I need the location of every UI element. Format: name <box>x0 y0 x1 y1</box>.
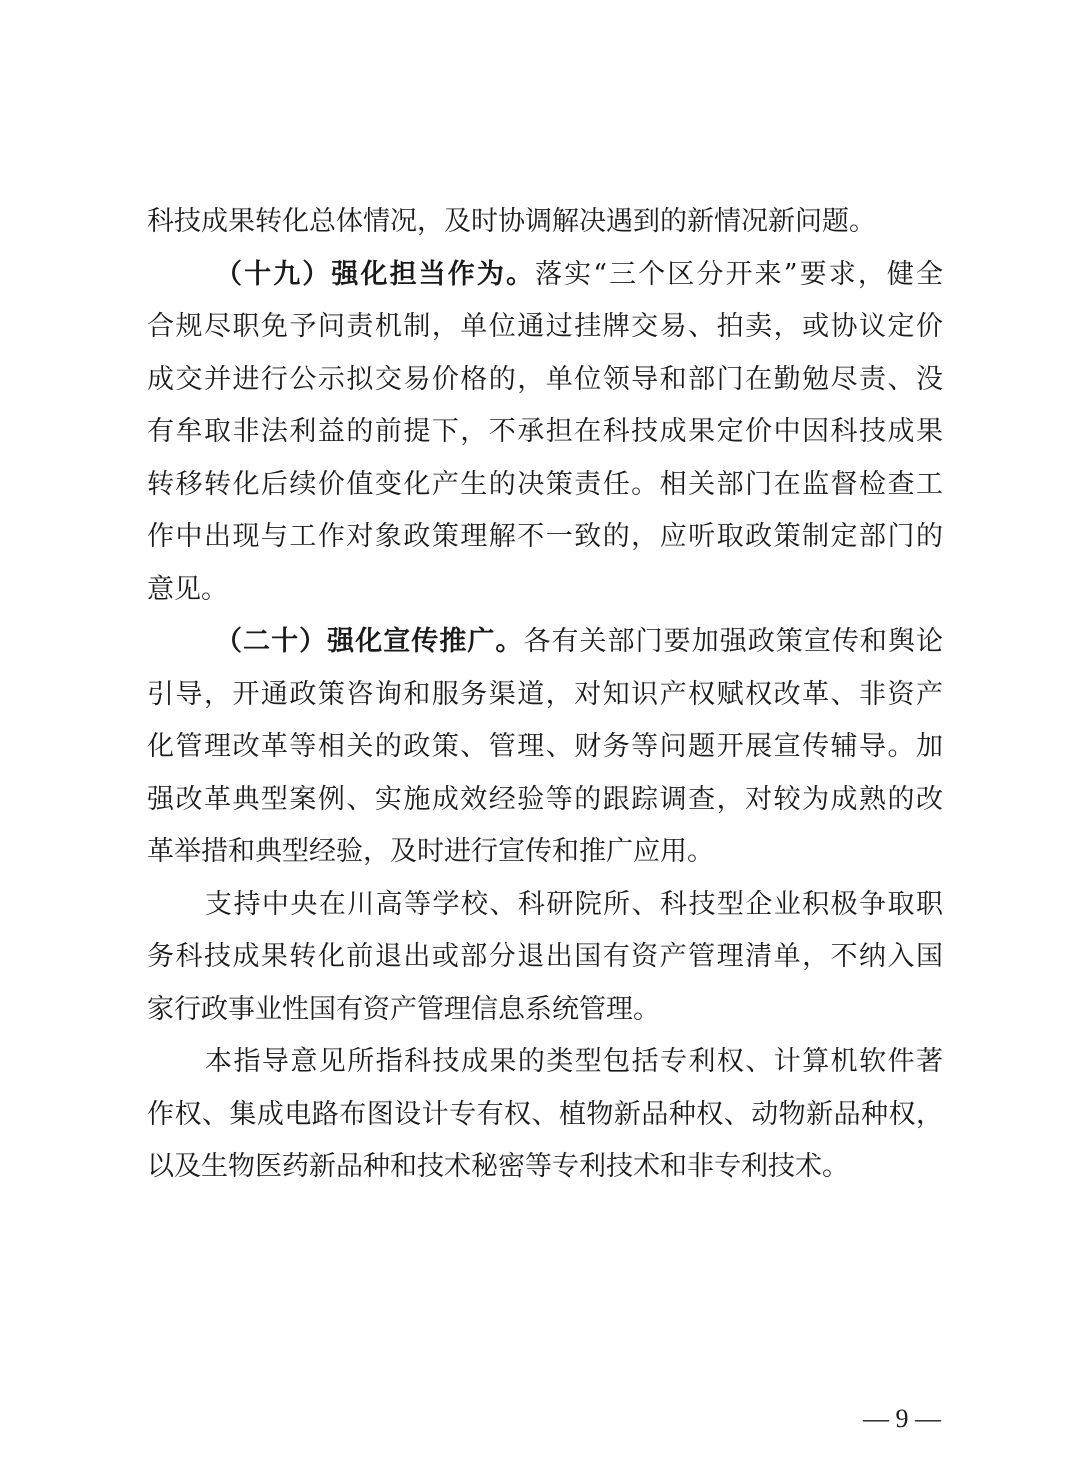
text-line: 化管理改革等相关的政策、管理、财务等问题开展宣传辅导。加 <box>147 731 943 762</box>
text-line: 作权、集成电路布图设计专有权、植物新品种权、动物新品种权， <box>147 1098 943 1130</box>
section-text: 落实“三个区分开来”要求，健全 <box>535 258 944 290</box>
text-line: 科技成果转化总体情况，及时协调解决遇到的新情况新问题。 <box>147 206 876 237</box>
text-line: 务科技成果转化前退出或部分退出国有资产管理清单，不纳入国 <box>147 941 943 972</box>
text-line: 合规尽职免予问责机制，单位通过挂牌交易、拍卖，或协议定价 <box>147 311 943 342</box>
paragraph-first-line: 支持中央在川高等学校、科研院所、科技型企业积极争取职 <box>205 888 943 920</box>
page-number: — 9 — <box>863 1404 941 1433</box>
section-line <box>147 616 943 669</box>
section-line <box>147 249 943 302</box>
section-heading: （二十）强化宣传推广。 <box>215 626 524 657</box>
paragraph-first-line: 本指导意见所指科技成果的类型包括专利权、计算机软件著 <box>205 1046 943 1077</box>
text-line: 以及生物医药新品种和技术秘密等专利技术和非专利技术。 <box>147 1151 849 1182</box>
text-line: 强改革典型案例、实施成效经验等的跟踪调查，对较为成熟的改 <box>147 783 943 815</box>
text-line: 革举措和典型经验，及时进行宣传和推广应用。 <box>147 836 714 867</box>
document-body <box>147 196 943 1194</box>
text-line: 成交并进行公示拟交易价格的，单位领导和部门在勤勉尽责、没 <box>147 363 943 395</box>
text-line: 家行政事业性国有资产管理信息系统管理。 <box>147 993 660 1025</box>
section-text: 各有关部门要加强政策宣传和舆论 <box>523 626 944 657</box>
text-line: 作中出现与工作对象政策理解不一致的，应听取政策制定部门的 <box>147 521 943 552</box>
section-heading: （十九）强化担当作为。 <box>215 258 536 290</box>
text-line: 意见。 <box>147 573 228 605</box>
text-line: 转移转化后续价值变化产生的决策责任。相关部门在监督检查工 <box>147 468 943 500</box>
text-line: 有牟取非法利益的前提下，不承担在科技成果定价中因科技成果 <box>147 416 943 447</box>
text-line: 引导，开通政策咨询和服务渠道，对知识产权赋权改革、非资产 <box>147 678 943 710</box>
